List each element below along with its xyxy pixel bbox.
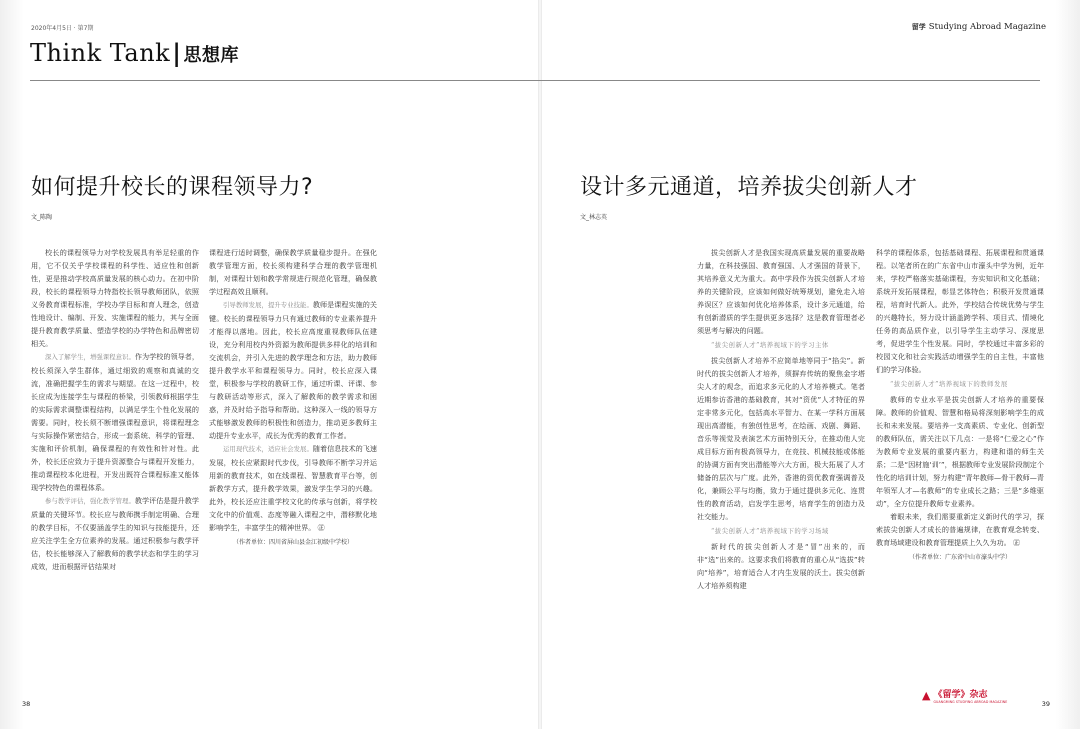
right-article-byline: 文_林志英 — [580, 214, 608, 221]
subheading: “拔尖创新人才”培养视域下的学习场域 — [711, 527, 829, 535]
paragraph — [876, 510, 1044, 549]
author-affiliation: （作者单位：广东省中山市濠头中学） — [908, 554, 1011, 561]
section-logo-divider: | — [172, 38, 182, 67]
page-gutter — [538, 0, 542, 729]
left-article-title: 如何提升校长的课程领导力? — [31, 175, 314, 200]
subheading: 参与教学评估，强化教学管理。 — [45, 497, 135, 505]
left-article-byline: 文_陈陶 — [31, 214, 53, 221]
end-mark-icon: ㊣ — [1013, 538, 1021, 547]
paragraph: 教师的专业水平是拔尖创新人才培养的重要保障。教师的价值观、智慧和格局将深刻影响学生的成长和未来发展。要培养一支高素质、专业化、创新型的教师队伍，需关注以下几点：一是将“仁爱之心”作为教师专业发展的重要内驱力，构建和谐的师生关系；二是“因材施‘训’”，根据教师专业发展阶段制定个性化的培训计划，努力构建“青年教师—骨干教师—青年领军人才—名教师”的专业成长之路；三是“多维驱动”，全方位提升教师专业素养。 — [876, 395, 1044, 508]
magazine-name: Studying Abroad Magazine — [928, 22, 1046, 32]
paragraph-text: 教师是课程实施的关键。校长的课程领导力只有通过教师的专业素养提升才能得以落地。因此，校长应高度重视教师队伍建设，充分利用校内外资源为教师提供多样化的培训和交流机会，并引入先进的教学理念和方法，助力教师提升教学水平和课程领导力。同时，校长应深入课堂，积极参与学校的教研工作，通过听课、评课、参与教研活动等形式，深入了解教师的教学需求和困惑，并及时给予指导和帮助。这种深入一线的领导方式能够激发教师的积极性和创造力，推动更多教师主动提升专业水平，成长为优秀的教育工作者。 — [209, 300, 377, 440]
left-article-column-1 — [31, 246, 199, 676]
section-logo-en: Think Tank — [30, 39, 171, 67]
right-article-column-2 — [876, 246, 1044, 676]
paragraph-text: 作为学校的领导者，校长须深入学生群体，通过细致的观察和真诚的交流，准确把握学生的需求与期望。在这一过程中，校长应成为连接学生与课程的桥梁，引领教师根据学生的实际需求调整课程结构，以满足学生个性化发展的需要。同时，校长须不断增强课程意识，将课程理念与实际操作紧密结合，形成一套系统、科学的管理、实施和评价机制，确保课程的有效性和针对性。此外，校长还应致力于提升资源整合与课程开发能力，推动课程校本化进程，开发出既符合课程标准又能体现学校特色的课程体系。 — [31, 352, 199, 492]
brand-logo-icon: ▲ — [922, 689, 931, 702]
footer-brand — [922, 690, 1007, 704]
left-page-edge — [0, 0, 24, 729]
paragraph: 拔尖创新人才是我国实现高质量发展的重要战略力量，在科技强国、教育强国、人才强国的背景下，其培养意义尤为重大。高中学段作为拔尖创新人才培养的关键阶段，应该如何做好统筹规划，避免走入培养误区？应该如何优化培养体系，设计多元通道，给有创新潜质的学生提供更多选择？这是教育管理者必须思考与解决的问题。 — [697, 248, 865, 335]
header-divider — [30, 80, 1040, 81]
paragraph: 科学的课程体系，包括基础课程、拓展课程和贯通课程。以笔者所在的广东省中山市濠头中学为例，近年来，学校严格落实基础课程，夯实知识和文化基础；系统开发拓展课程，彰显艺体特色；积极开发贯通课程，培育时代新人。此外，学校结合传统优势与学生的兴趣特长，努力设计涵盖跨学科、项目式、情境化任务的高品质作业，以引导学生主动学习、深度思考，促进学生个性发展。同时，学校通过丰富多彩的校园文化和社会实践活动增强学生的自主性，丰富他们的学习体验。 — [876, 248, 1044, 374]
right-page-edge — [1056, 0, 1080, 729]
issue-date: 2020年4月5日 · 第7期 — [31, 25, 94, 32]
footer-brand-name: 《留学》杂志 — [933, 690, 988, 700]
section-logo — [30, 38, 239, 67]
paragraph — [209, 442, 377, 534]
magazine-icon: 留学 — [911, 22, 926, 31]
paragraph: 课程进行适时调整，确保教学质量稳步提升。在强化教学管理方面，校长须构建科学合理的教学管理机制，对课程计划和教学常规进行规范化管理，确保教学过程高效且顺利。 — [209, 248, 377, 296]
paragraph — [209, 298, 377, 442]
end-mark-icon: ㊣ — [317, 523, 325, 532]
paragraph: 新时代的拔尖创新人才是“冒”出来的，而非“选”出来的。这要求我们将教育的重心从“选拔”转向“培养”，培育适合人才内生发展的沃土。拔尖创新人才培养须构建 — [697, 542, 865, 590]
right-article-title: 设计多元通道，培养拔尖创新人才 — [580, 175, 918, 200]
subheading: “拔尖创新人才”培养视域下的学习主体 — [711, 341, 829, 349]
section-logo-cn: 思想库 — [183, 45, 239, 66]
magazine-name-header — [912, 22, 1046, 32]
subheading: 深入了解学生，增强课程意识。 — [45, 353, 135, 361]
left-article-column-2 — [209, 246, 377, 676]
paragraph: 校长的课程领导力对学校发展具有举足轻重的作用，它不仅关乎学校课程的科学性、适应性和创新性，更是推动学校高质量发展的核心动力。在初中阶段，校长的课程领导力特指校长领导教师团队，依照义务教育课程标准，学校办学目标和育人理念，创造性地设计、编制、开发、实施课程的能力，其与全面提升教育教学质量、塑造学校的办学特色和品牌密切相关。 — [31, 248, 199, 348]
subheading: 引导教师发展，提升专业技能。 — [223, 301, 313, 309]
footer-brand-text — [933, 690, 1007, 704]
paragraph: 拔尖创新人才培养不应简单地等同于“掐尖”。新时代的拔尖创新人才培养，须摒弃传统的聚焦金字塔尖人才的观念，而追求多元化的人才培养模式。笔者近期参访香港的基础教育，其对“资优”人才特征的界定非常多元化，包括高水平智力、在某一学科方面展现出高潜能，有独创性思考，在绘画、戏剧、舞蹈、音乐等视觉及表演艺术方面特别天分，在推动他人完成目标方面有极高领导力，在竞技、机械技能或体能的协调方面有突出潜能等六大方面，极大拓展了人才储备的层次与广度。此外，香港的资优教育强调普及化，兼顾公平与均衡，致力于通过提供多元化、连贯性的教育活动，启发学生思考，培育学生的创造力及社交能力。 — [697, 356, 865, 521]
paragraph-text: 着眼未来，我们需要重新定义新时代的学习，探索拔尖创新人才成长的普遍规律，在教育观念转变、教育场域建设和教育管理提质上久久为功。 — [876, 512, 1044, 547]
paragraph-text: 教学评估是提升教学质量的关键环节。校长应与教师携手制定明确、合理的教学目标，不仅要涵盖学生的知识与技能提升，还应关注学生全方位素养的发展。通过积极参与教学评估，校长能够深入了解教师的教学状态和学生的学习成效，进而根据评估结果对 — [31, 496, 199, 571]
paragraph — [31, 350, 199, 494]
author-affiliation: （作者单位：四川省屏山县金江初级中学校） — [232, 539, 353, 546]
subheading: 运用现代技术，适应社会发展。 — [223, 445, 313, 453]
paragraph — [31, 494, 199, 573]
paragraph-text: 随着信息技术的飞速发展，校长应紧跟时代步伐，引导教师不断学习并运用新的教育技术，如在线课程、智慧教育平台等，创新教学方式，提升教学效果，激发学生学习的兴趣。此外，校长还应注重学校文化的传承与创新，将学校文化中的价值观、态度等融入课程之中，潜移默化地影响学生，丰富学生的精神世界。 — [209, 444, 377, 532]
page-number-right: 39 — [1041, 700, 1050, 708]
footer-brand-en: GUANGMING STUDYING ABROAD MAGAZINE — [933, 700, 1008, 704]
page-number-left: 38 — [22, 700, 31, 708]
right-article-column-1 — [697, 246, 865, 676]
subheading: “拔尖创新人才”培养视域下的教师发展 — [890, 380, 1008, 388]
